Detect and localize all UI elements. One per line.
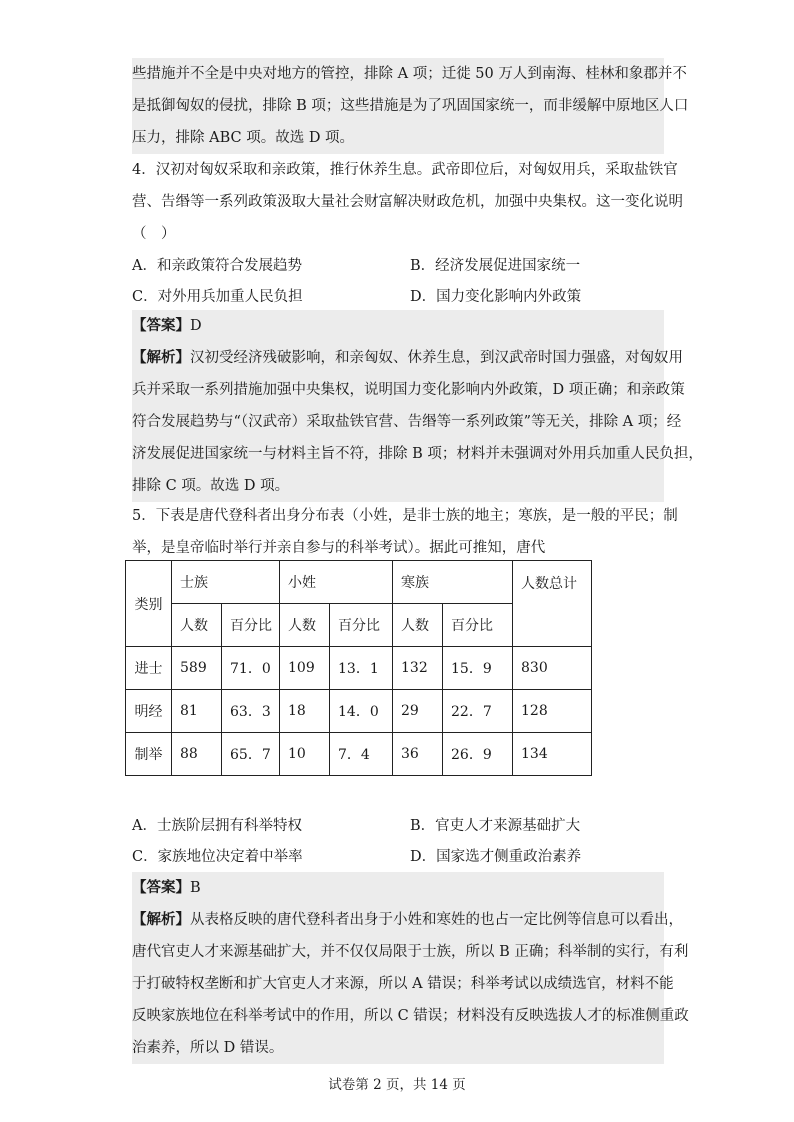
table-cell: 71．0: [222, 647, 280, 690]
prev-analysis-line-3: 压力，排除 ABC 项。故选 D 项。: [132, 130, 355, 146]
q5-stem-line-1: 5．下表是唐代登科者出身分布表（小姓，是非士族的地主；寒族，是一般的平民；制: [132, 508, 678, 524]
subheader-cell: 人数: [393, 604, 443, 647]
q5-answer: [132, 872, 664, 904]
table-row: [126, 690, 592, 733]
table-cell: 7．4: [330, 733, 393, 776]
q4-option-a[interactable]: A．和亲政策符合发展趋势: [132, 258, 302, 274]
q4-analysis-line-1: [132, 342, 683, 374]
q4-analysis-text-1: 汉初受经济残破影响，和亲匈奴、休养生息，到汉武帝时国力强盛，对匈奴用: [190, 350, 683, 366]
subheader-cell: 百分比: [222, 604, 280, 647]
table-cell: 132: [393, 647, 443, 690]
table-cell: 15．9: [443, 647, 513, 690]
table-cell: 18: [280, 690, 330, 733]
header-group-shizu: 士族: [172, 561, 280, 604]
table-row: [126, 733, 592, 776]
header-group-hanzu: 寒族: [393, 561, 513, 604]
q5-option-c[interactable]: C．家族地位决定着中举率: [132, 849, 303, 865]
q5-analysis-line-1: [132, 904, 683, 936]
q4-stem: [132, 154, 683, 250]
q5-stem-line-2: 举，是皇帝临时举行并亲自参与的科举考试）。据此可推知，唐代: [132, 540, 546, 556]
q4-answer-label: 【答案】: [132, 317, 190, 334]
q5-answer-value: B: [190, 880, 201, 896]
q4-stem-line-2: 营、告缗等一系列政策汲取大量社会财富解决财政危机，加强中央集权。这一变化说明: [132, 194, 683, 210]
q4-answer: [132, 310, 664, 342]
subheader-cell: 人数: [280, 604, 330, 647]
q5-answer-label: 【答案】: [132, 879, 190, 896]
prev-analysis-block: [132, 58, 689, 154]
page-footer: 试卷第 2 页，共 14 页: [328, 1077, 466, 1093]
q5-analysis-line-2: 唐代官吏人才来源基础扩大，并不仅仅局限于士族，所以 B 正确；科举制的实行，有利: [132, 944, 689, 960]
row-category: 明经: [126, 690, 172, 733]
table-cell: 14．0: [330, 690, 393, 733]
q5-analysis-line-4: 反映家族地位在科举考试中的作用，所以 C 错误；材料没有反映选拔人才的标准侧重政: [132, 1008, 689, 1024]
row-category: 制举: [126, 733, 172, 776]
q5-option-b[interactable]: B．官吏人才来源基础扩大: [410, 818, 581, 834]
exam-stats-table: [125, 560, 592, 776]
q4-analysis-label: 【解析】: [132, 349, 190, 366]
q4-stem-line-3: （ ）: [132, 226, 176, 242]
table-row: [126, 647, 592, 690]
q4-stem-line-1: 4．汉初对匈奴采取和亲政策，推行休养生息。武帝即位后，对匈奴用兵，采取盐铁官: [132, 162, 678, 178]
q5-analysis-line-3: 于打破特权垄断和扩大官吏人才来源，所以 A 错误；科举考试以成绩选官，材料不能: [132, 976, 674, 992]
table-cell: 29: [393, 690, 443, 733]
q5-analysis-line-5: 治素养，所以 D 错误。: [132, 1040, 284, 1056]
table-cell: 88: [172, 733, 222, 776]
q5-option-d[interactable]: D．国家选才侧重政治素养: [410, 849, 582, 865]
q4-answer-block: [132, 310, 703, 502]
prev-analysis-line-2: 是抵御匈奴的侵扰，排除 B 项；这些措施是为了巩固国家统一，而非缓解中原地区人口: [132, 98, 689, 114]
q5-stem: [132, 500, 678, 564]
table-header-row: [126, 561, 592, 604]
table-cell: 22．7: [443, 690, 513, 733]
q4-option-c[interactable]: C．对外用兵加重人民负担: [132, 289, 303, 305]
q5-answer-block: [132, 872, 689, 1064]
table-cell: 109: [280, 647, 330, 690]
q5-analysis-text-1: 从表格反映的唐代登科者出身于小姓和寒姓的也占一定比例等信息可以看出，: [190, 912, 683, 928]
q4-option-d[interactable]: D．国力变化影响内外政策: [410, 289, 582, 305]
table-cell: 830: [513, 647, 592, 690]
q4-analysis-line-5: 排除 C 项。故选 D 项。: [132, 478, 290, 494]
header-group-xiaoxing: 小姓: [280, 561, 393, 604]
header-total: 人数总计: [513, 561, 592, 647]
q4-answer-value: D: [190, 318, 202, 334]
table-cell: 134: [513, 733, 592, 776]
subheader-cell: 百分比: [443, 604, 513, 647]
table-cell: 65．7: [222, 733, 280, 776]
subheader-cell: 人数: [172, 604, 222, 647]
q4-analysis-line-2: 兵并采取一系列措施加强中央集权，说明国力变化影响内外政策，D 项正确；和亲政策: [132, 382, 685, 398]
subheader-cell: 百分比: [330, 604, 393, 647]
row-category: 进士: [126, 647, 172, 690]
q4-option-b[interactable]: B．经济发展促进国家统一: [410, 258, 581, 274]
table-cell: 63．3: [222, 690, 280, 733]
q4-analysis-line-4: 济发展促进国家统一与材料主旨不符，排除 B 项；材料并未强调对外用兵加重人民负担，: [132, 446, 703, 462]
q4-analysis-line-3: 符合发展趋势与“（汉武帝）采取盐铁官营、告缗等一系列政策”等无关，排除 A 项；经: [132, 414, 682, 430]
q5-option-a[interactable]: A．士族阶层拥有科举特权: [132, 818, 302, 834]
table-cell: 36: [393, 733, 443, 776]
q5-analysis-label: 【解析】: [132, 911, 190, 928]
header-category: 类别: [126, 561, 172, 647]
table-cell: 589: [172, 647, 222, 690]
table-cell: 10: [280, 733, 330, 776]
table-cell: 13．1: [330, 647, 393, 690]
table-cell: 128: [513, 690, 592, 733]
table-cell: 81: [172, 690, 222, 733]
prev-analysis-line-1: 些措施并不全是中央对地方的管控，排除 A 项；迁徙 50 万人到南海、桂林和象郡并不: [132, 66, 687, 82]
table-cell: 26．9: [443, 733, 513, 776]
